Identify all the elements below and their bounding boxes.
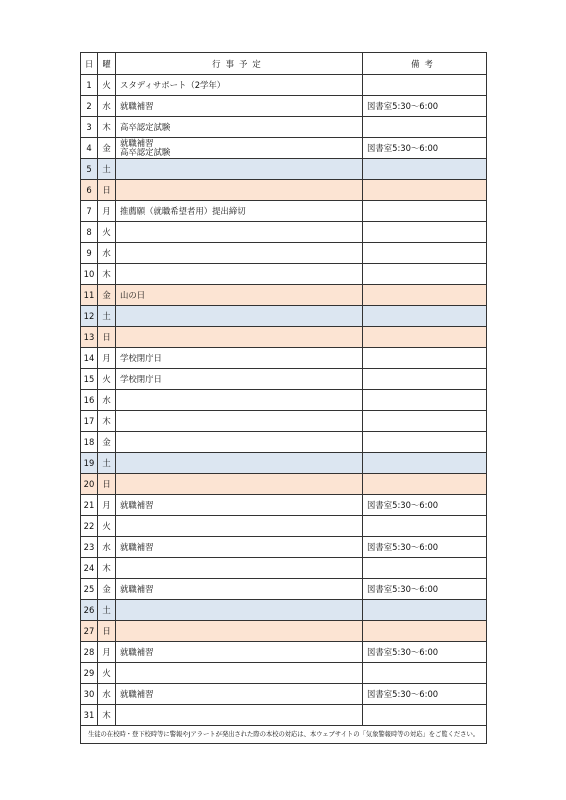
table-row	[81, 159, 487, 180]
weekday-cell: 金	[98, 285, 116, 306]
day-cell: 9	[81, 243, 98, 264]
note-cell	[363, 453, 487, 474]
note-cell	[363, 222, 487, 243]
table-row	[81, 243, 487, 264]
note-cell	[363, 558, 487, 579]
note-cell	[363, 432, 487, 453]
weekday-cell: 火	[98, 75, 116, 96]
event-cell	[116, 390, 363, 411]
weekday-cell: 木	[98, 264, 116, 285]
day-cell: 19	[81, 453, 98, 474]
day-cell: 12	[81, 306, 98, 327]
day-cell: 27	[81, 621, 98, 642]
note-cell	[363, 705, 487, 726]
day-cell: 25	[81, 579, 98, 600]
day-cell: 17	[81, 411, 98, 432]
day-cell: 3	[81, 117, 98, 138]
note-cell: 図書室5:30～6:00	[363, 96, 487, 117]
header-row	[81, 53, 487, 75]
weekday-cell: 木	[98, 558, 116, 579]
note-cell	[363, 600, 487, 621]
day-cell: 7	[81, 201, 98, 222]
weekday-cell: 月	[98, 642, 116, 663]
note-cell	[363, 663, 487, 684]
event-cell: 山の日	[116, 285, 363, 306]
weekday-cell: 火	[98, 369, 116, 390]
note-cell: 図書室5:30～6:00	[363, 138, 487, 159]
table-row	[81, 579, 487, 600]
table-row	[81, 96, 487, 117]
event-cell	[116, 621, 363, 642]
day-cell: 30	[81, 684, 98, 705]
event-cell	[116, 306, 363, 327]
note-cell	[363, 390, 487, 411]
header-note: 備考	[363, 53, 487, 75]
day-cell: 26	[81, 600, 98, 621]
day-cell: 8	[81, 222, 98, 243]
day-cell: 10	[81, 264, 98, 285]
event-cell: 高卒認定試験	[116, 117, 363, 138]
event-cell: 就職補習	[116, 96, 363, 117]
table-row	[81, 495, 487, 516]
day-cell: 28	[81, 642, 98, 663]
table-row	[81, 75, 487, 96]
table-row	[81, 600, 487, 621]
note-cell	[363, 369, 487, 390]
table-row	[81, 684, 487, 705]
weekday-cell: 水	[98, 684, 116, 705]
day-cell: 14	[81, 348, 98, 369]
header-weekday: 曜	[98, 53, 116, 75]
event-cell	[116, 705, 363, 726]
table-row	[81, 201, 487, 222]
note-cell	[363, 159, 487, 180]
weekday-cell: 日	[98, 621, 116, 642]
weekday-cell: 金	[98, 432, 116, 453]
weekday-cell: 金	[98, 579, 116, 600]
event-cell	[116, 558, 363, 579]
table-row	[81, 306, 487, 327]
note-cell: 図書室5:30～6:00	[363, 642, 487, 663]
event-cell	[116, 411, 363, 432]
note-cell	[363, 348, 487, 369]
day-cell: 22	[81, 516, 98, 537]
weekday-cell: 土	[98, 453, 116, 474]
table-row	[81, 285, 487, 306]
day-cell: 4	[81, 138, 98, 159]
weekday-cell: 土	[98, 306, 116, 327]
note-cell	[363, 117, 487, 138]
note-cell: 図書室5:30～6:00	[363, 684, 487, 705]
table-row	[81, 516, 487, 537]
header-day: 日	[81, 53, 98, 75]
day-cell: 6	[81, 180, 98, 201]
event-cell: 就職補習	[116, 684, 363, 705]
event-cell: 学校閉庁日	[116, 348, 363, 369]
day-cell: 18	[81, 432, 98, 453]
note-cell	[363, 201, 487, 222]
day-cell: 13	[81, 327, 98, 348]
note-cell	[363, 243, 487, 264]
weekday-cell: 木	[98, 705, 116, 726]
event-cell	[116, 663, 363, 684]
day-cell: 20	[81, 474, 98, 495]
note-cell	[363, 474, 487, 495]
table-row	[81, 537, 487, 558]
note-cell	[363, 285, 487, 306]
day-cell: 2	[81, 96, 98, 117]
day-cell: 1	[81, 75, 98, 96]
weekday-cell: 月	[98, 201, 116, 222]
day-cell: 21	[81, 495, 98, 516]
table-row	[81, 621, 487, 642]
day-cell: 11	[81, 285, 98, 306]
table-row	[81, 390, 487, 411]
day-cell: 24	[81, 558, 98, 579]
note-cell	[363, 75, 487, 96]
weekday-cell: 日	[98, 327, 116, 348]
note-cell	[363, 411, 487, 432]
weekday-cell: 木	[98, 411, 116, 432]
table-row	[81, 117, 487, 138]
table-row	[81, 705, 487, 726]
event-cell: 就職補習 高卒認定試験	[116, 138, 363, 159]
day-cell: 31	[81, 705, 98, 726]
table-row	[81, 138, 487, 159]
day-cell: 15	[81, 369, 98, 390]
note-cell	[363, 516, 487, 537]
event-cell	[116, 327, 363, 348]
day-cell: 5	[81, 159, 98, 180]
event-cell	[116, 159, 363, 180]
note-cell	[363, 327, 487, 348]
table-row	[81, 222, 487, 243]
schedule-table	[80, 52, 487, 726]
weekday-cell: 火	[98, 516, 116, 537]
event-cell	[116, 453, 363, 474]
event-cell	[116, 180, 363, 201]
table-row	[81, 474, 487, 495]
table-row	[81, 327, 487, 348]
weekday-cell: 土	[98, 159, 116, 180]
event-cell: 就職補習	[116, 579, 363, 600]
event-cell	[116, 432, 363, 453]
event-cell: 推薦願（就職希望者用）提出締切	[116, 201, 363, 222]
weekday-cell: 木	[98, 117, 116, 138]
note-cell: 図書室5:30～6:00	[363, 579, 487, 600]
weekday-cell: 水	[98, 390, 116, 411]
table-row	[81, 432, 487, 453]
event-cell: 就職補習	[116, 642, 363, 663]
table-row	[81, 642, 487, 663]
weekday-cell: 水	[98, 243, 116, 264]
weekday-cell: 火	[98, 222, 116, 243]
weekday-cell: 水	[98, 537, 116, 558]
day-cell: 23	[81, 537, 98, 558]
note-cell: 図書室5:30～6:00	[363, 495, 487, 516]
weekday-cell: 金	[98, 138, 116, 159]
weekday-cell: 水	[98, 96, 116, 117]
note-cell	[363, 264, 487, 285]
table-row	[81, 558, 487, 579]
table-row	[81, 369, 487, 390]
weekday-cell: 月	[98, 348, 116, 369]
event-cell	[116, 264, 363, 285]
event-cell: 就職補習	[116, 537, 363, 558]
footer-note: 生徒の在校時・登下校時等に警報やJアラートが発出された際の本校の対応は、本ウェブサイトの「気象警報時等の対応」をご覧ください。	[80, 724, 487, 744]
event-cell: スタディサポート（2学年）	[116, 75, 363, 96]
table-row	[81, 663, 487, 684]
event-cell	[116, 474, 363, 495]
event-cell: 就職補習	[116, 495, 363, 516]
event-cell	[116, 222, 363, 243]
day-cell: 16	[81, 390, 98, 411]
weekday-cell: 日	[98, 474, 116, 495]
day-cell: 29	[81, 663, 98, 684]
note-cell: 図書室5:30～6:00	[363, 537, 487, 558]
table-row	[81, 411, 487, 432]
event-cell: 学校閉庁日	[116, 369, 363, 390]
weekday-cell: 月	[98, 495, 116, 516]
event-cell	[116, 600, 363, 621]
table-row	[81, 348, 487, 369]
weekday-cell: 土	[98, 600, 116, 621]
note-cell	[363, 621, 487, 642]
note-cell	[363, 306, 487, 327]
header-event: 行事予定	[116, 53, 363, 75]
event-cell	[116, 243, 363, 264]
table-row	[81, 264, 487, 285]
table-row	[81, 453, 487, 474]
table-row	[81, 180, 487, 201]
note-cell	[363, 180, 487, 201]
weekday-cell: 日	[98, 180, 116, 201]
event-cell	[116, 516, 363, 537]
weekday-cell: 火	[98, 663, 116, 684]
